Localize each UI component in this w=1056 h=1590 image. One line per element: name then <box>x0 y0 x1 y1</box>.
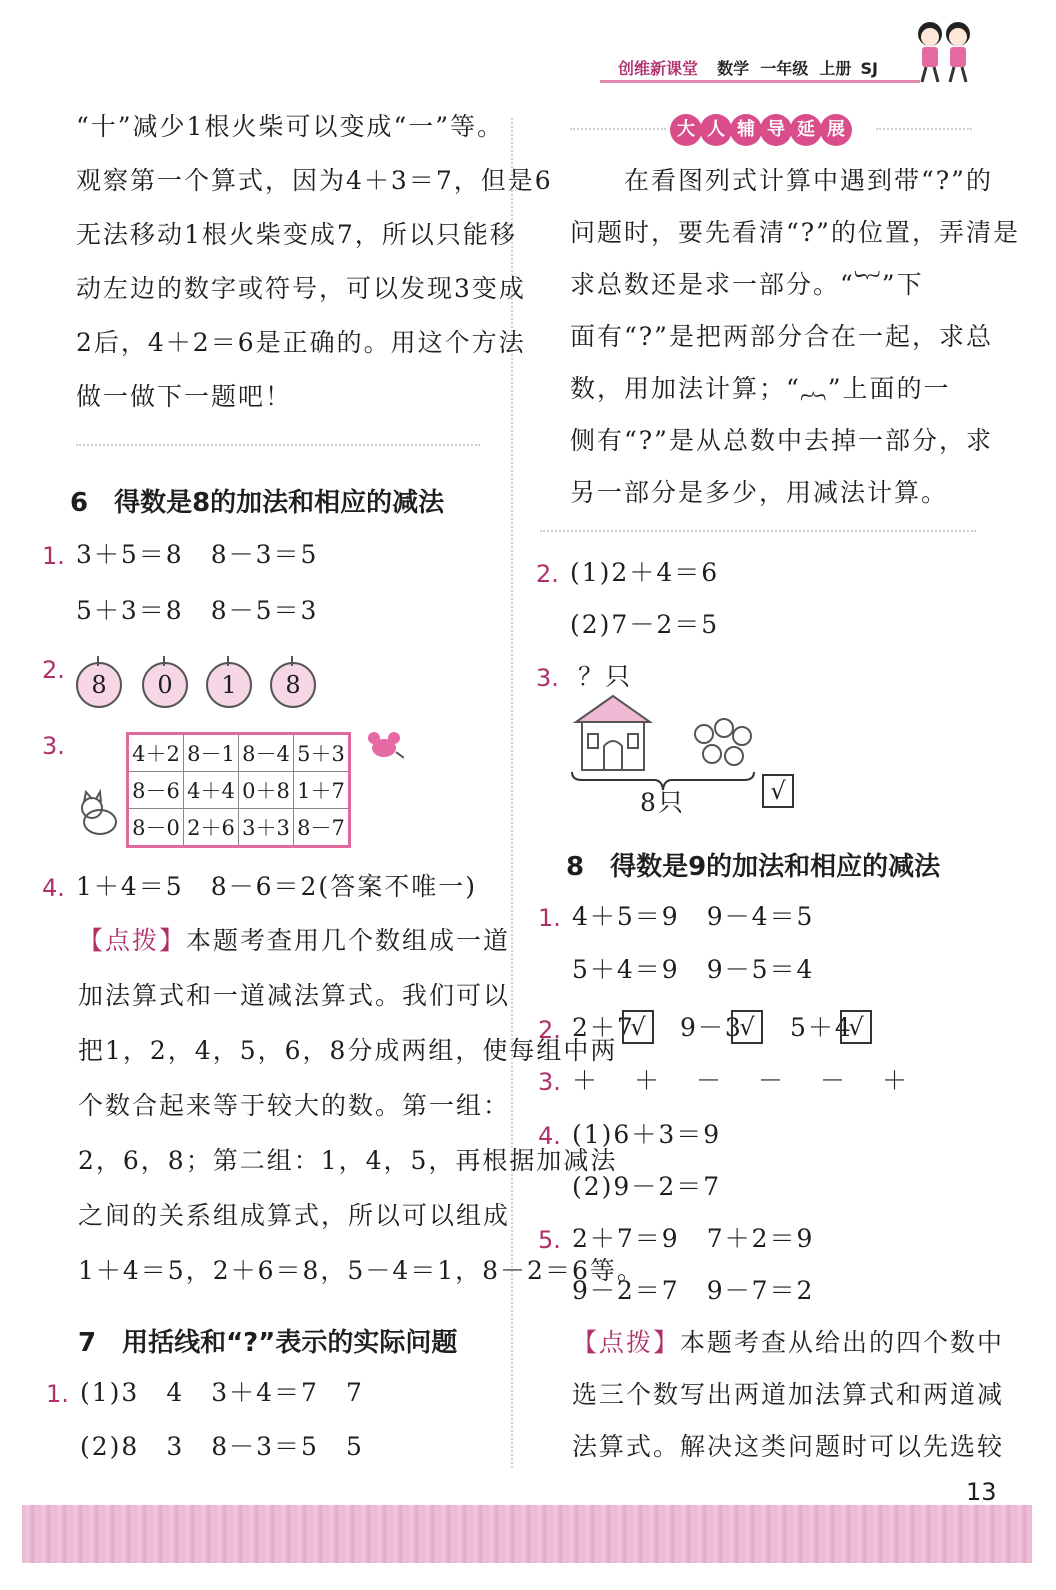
compare-item: 2＋7 <box>572 1013 635 1042</box>
grid-cell: 2＋6 <box>184 809 239 847</box>
answer-line: (1)6＋3＝9 <box>572 1120 722 1149</box>
hint-line: 选三个数写出两道加法算式和两道减 <box>572 1380 1005 1409</box>
hint-line: 把1，2，4，5，6，8分成两组，使每组中两 <box>78 1036 618 1065</box>
grid-cell: 8－1 <box>184 734 239 772</box>
guide-line: 问题时，要先看清“?”的位置，弄清是 <box>570 218 1020 247</box>
check-box: √ <box>622 1010 654 1044</box>
answer-line: 9－2＝7 9－7＝2 <box>572 1276 815 1305</box>
question-number: 4. <box>538 1122 561 1150</box>
grid-cell: 4＋4 <box>184 772 239 809</box>
check-box: √ <box>840 1010 872 1044</box>
grid-cell: 0＋8 <box>239 772 294 809</box>
header-edition: SJ <box>860 59 878 78</box>
question-number: 2. <box>536 560 559 588</box>
apple-answer: 8 <box>270 662 316 708</box>
total-label: 8只 <box>640 788 685 817</box>
banner-char: 延 <box>790 114 822 146</box>
intro-line: 观察第一个算式，因为4＋3＝7，但是6 <box>76 166 553 195</box>
banner-char: 展 <box>820 114 852 146</box>
question-number: 2. <box>42 656 65 684</box>
question-number: 1. <box>46 1380 69 1408</box>
grid-cell: 8－4 <box>239 734 294 772</box>
hint-line: 本题考查用几个数组成一道 <box>186 926 511 955</box>
page-header <box>618 56 878 79</box>
check-box: √ <box>762 774 794 808</box>
grid-cell: 1＋7 <box>294 772 350 809</box>
answer-line: (2)8 3 8－3＝5 5 <box>80 1432 364 1461</box>
apple-answer: 1 <box>206 662 252 708</box>
apple-answer: 8 <box>76 662 122 708</box>
intro-text <box>76 112 553 436</box>
grid-cell: 5＋3 <box>294 734 350 772</box>
answer-line: 3＋5＝8 8－3＝5 <box>76 540 319 569</box>
question-number: 3. <box>538 1068 561 1096</box>
brand-name: 创维新课堂 <box>618 59 699 78</box>
answer-line: (2)9－2＝7 <box>572 1172 722 1201</box>
hint-line: 法算式。解决这类问题时可以先选较 <box>572 1432 1005 1461</box>
hint-line: 2，6，8；第二组：1，4，5，再根据加减法 <box>78 1146 618 1175</box>
path-grid <box>126 732 351 848</box>
divider <box>540 530 976 532</box>
answer-line: 2＋7＝9 7＋2＝9 <box>572 1224 815 1253</box>
header-grade: 一年级 <box>760 59 809 78</box>
guide-line: 在看图列式计算中遇到带“?”的 <box>570 166 993 195</box>
grid-cell: 8－6 <box>128 772 184 809</box>
hint-line: 加法算式和一道减法算式。我们可以 <box>78 981 511 1010</box>
house-illustration <box>568 692 658 774</box>
question-number: 5. <box>538 1226 561 1254</box>
answer-line: (2)7－2＝5 <box>570 610 720 639</box>
birds-illustration <box>690 714 756 772</box>
guide-line: 侧有“?”是从总数中去掉一部分，求 <box>570 426 993 455</box>
header-underline <box>600 80 920 83</box>
mouse-icon <box>364 728 404 762</box>
section-8-title: 8 得数是9的加法和相应的减法 <box>566 852 941 882</box>
banner-rule <box>876 128 972 130</box>
answer-line: ＋ ＋ － － － ＋ <box>572 1066 914 1095</box>
banner-rule <box>570 128 666 130</box>
question-number: 1. <box>42 542 65 570</box>
divider <box>76 444 480 446</box>
intro-line: 2后，4＋2＝6是正确的。用这个方法 <box>76 328 526 357</box>
intro-line: “十”减少1根火柴可以变成“一”等。 <box>76 112 505 141</box>
guide-banner <box>670 114 850 146</box>
intro-line: 无法移动1根火柴变成7，所以只能移 <box>76 220 517 249</box>
header-volume: 上册 <box>819 59 852 78</box>
section-6-title: 6 得数是8的加法和相应的减法 <box>70 488 445 518</box>
guide-line: 另一部分是多少，用减法计算。 <box>570 478 949 507</box>
section-7-title: 7 用括线和“?”表示的实际问题 <box>78 1328 458 1358</box>
answer-line: (1)2＋4＝6 <box>570 558 720 587</box>
answer-line: 4＋5＝9 9－4＝5 <box>572 902 815 931</box>
page-number: 13 <box>966 1478 997 1506</box>
compare-item: 9－3 <box>680 1013 743 1042</box>
hint-line: 个数合起来等于较大的数。第一组： <box>78 1091 511 1120</box>
guide-line: 数，用加法计算；“︷”上面的一 <box>570 374 951 403</box>
footer-band <box>22 1505 1032 1563</box>
banner-char: 辅 <box>730 114 762 146</box>
check-box: √ <box>731 1010 763 1044</box>
grid-cell: 8－7 <box>294 809 350 847</box>
intro-line: 做一做下一题吧！ <box>76 382 293 411</box>
answer-line: 5＋4＝9 9－5＝4 <box>572 955 815 984</box>
hint-line: 本题考查从给出的四个数中 <box>680 1328 1005 1357</box>
question-number: 3. <box>536 664 559 692</box>
hint-line: 之间的关系组成算式，所以可以组成 <box>78 1201 511 1230</box>
grid-cell: 4＋2 <box>128 734 184 772</box>
question-number: 2. <box>538 1016 561 1044</box>
compare-item: 5＋4 <box>790 1013 853 1042</box>
hint-line: 1＋4＝5，2＋6＝8，5－4＝1，8－2＝6等。 <box>78 1256 644 1285</box>
grid-cell: 8－0 <box>128 809 184 847</box>
guide-line: 求总数还是求一部分。“︸”下 <box>570 270 924 299</box>
grid-cell: 3＋3 <box>239 809 294 847</box>
question-number: 4. <box>42 874 65 902</box>
answer-line: 5＋3＝8 8－5＝3 <box>76 596 319 625</box>
question-number: 1. <box>538 904 561 932</box>
hint-label: 【点拨】 <box>572 1328 681 1357</box>
answer-line: 1＋4＝5 8－6＝2(答案不唯一) <box>76 872 477 901</box>
answer-line: (1)3 4 3＋4＝7 7 <box>80 1378 364 1407</box>
banner-char: 导 <box>760 114 792 146</box>
apple-answer: 0 <box>142 662 188 708</box>
intro-line: 动左边的数字或符号，可以发现3变成 <box>76 274 526 303</box>
header-subject: 数学 <box>717 59 750 78</box>
question-label: ？只 <box>578 662 633 691</box>
kids-illustration <box>908 14 980 86</box>
question-number: 3. <box>42 732 65 760</box>
banner-char: 大 <box>670 114 702 146</box>
guide-text <box>570 166 1020 530</box>
guide-line: 面有“?”是把两部分合在一起，求总 <box>570 322 993 351</box>
cat-icon <box>74 788 124 838</box>
banner-char: 人 <box>700 114 732 146</box>
hint-label: 【点拨】 <box>78 926 187 955</box>
hint-block <box>572 1328 1004 1484</box>
